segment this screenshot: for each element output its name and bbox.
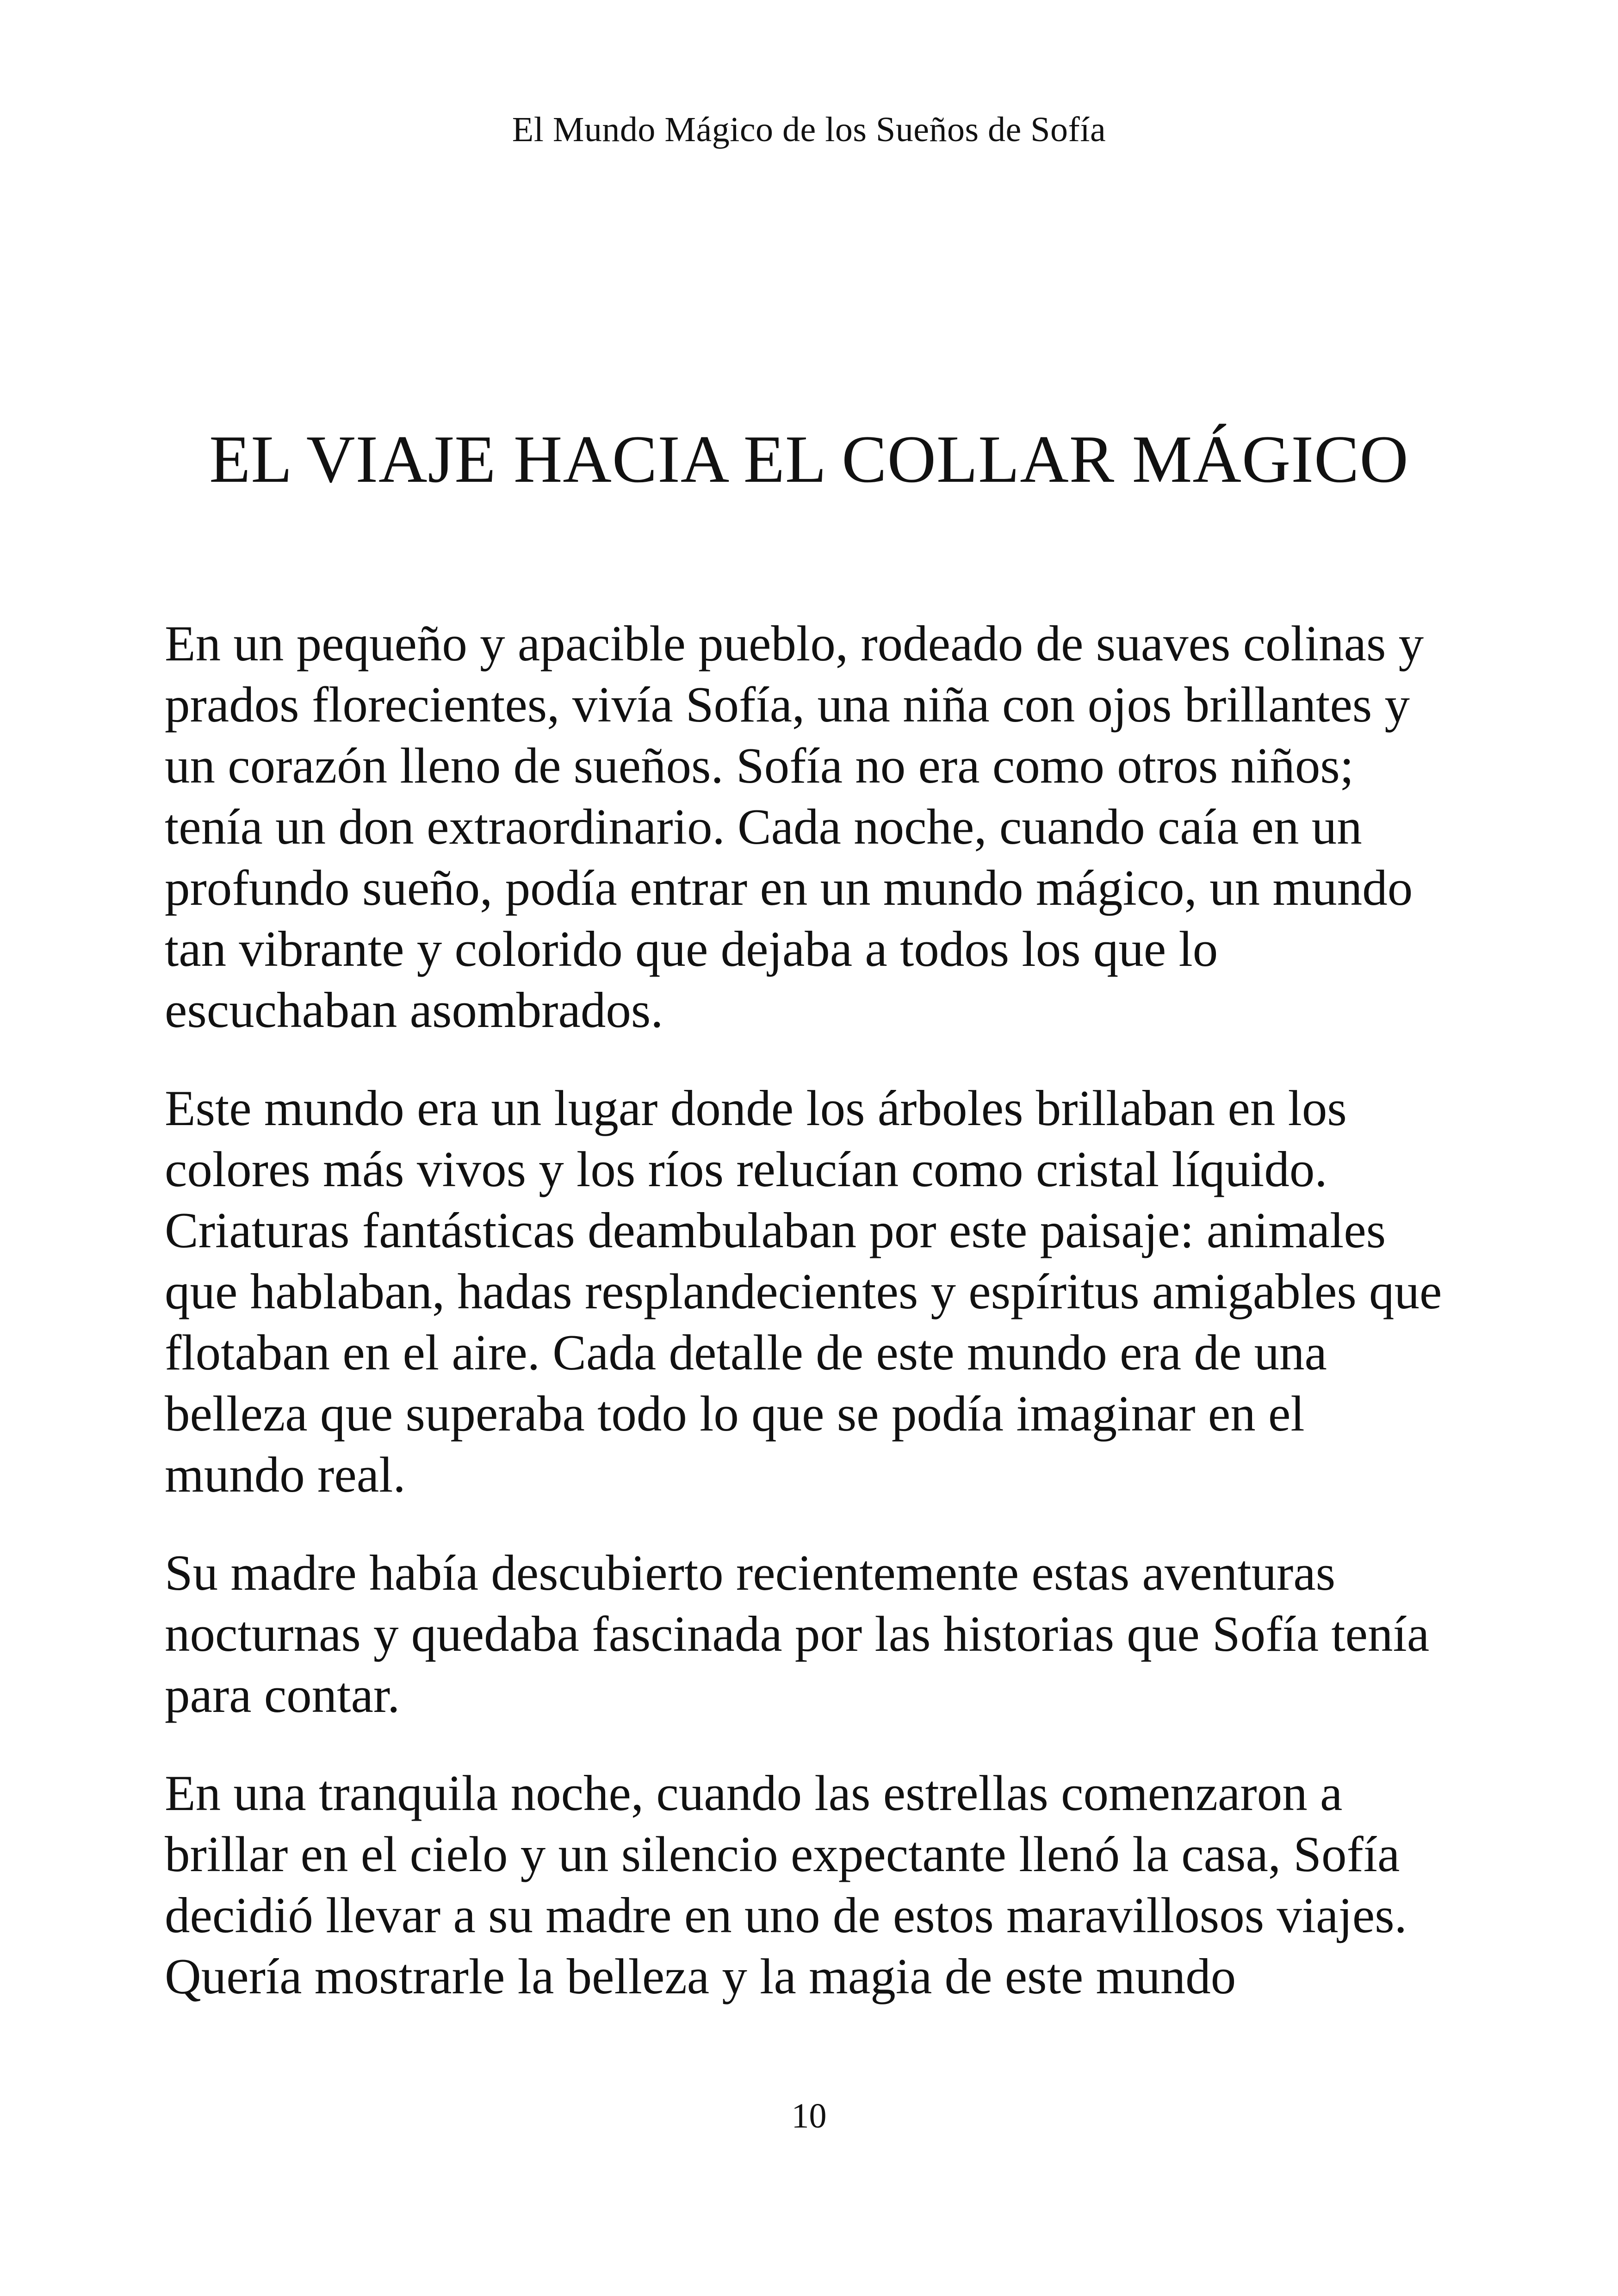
page-number: 10: [791, 2097, 827, 2135]
paragraph: Su madre había descubierto recientemente estas aventuras nocturnas y quedaba fascinada por las historias que Sofía tenía para contar.: [165, 1545, 1430, 1723]
chapter-body: [165, 613, 1456, 2044]
paragraph: En un pequeño y apacible pueblo, rodeado de suaves colinas y prados florecientes, vivía Sofía, una niña con ojos brillantes y un corazón lleno de sueños. Sofía no era como otros niños; tenía un don extraordinario. Cada noche, cuando caía en un profundo sueño, podía entrar en un mundo mágico, un mundo tan vibrante y colorido que dejaba a todos los que lo escuchaban asombrados.: [165, 616, 1424, 1038]
chapter-title: EL VIAJE HACIA EL COLLAR MÁGICO: [209, 422, 1409, 497]
running-header: El Mundo Mágico de los Sueños de Sofía: [512, 110, 1106, 149]
paragraph: Este mundo era un lugar donde los árboles brillaban en los colores más vivos y los ríos relucían como cristal líquido. Criaturas fantásticas deambulaban por este paisaje: animales que hablaban, hadas resplandecientes y espíritus amigables que flotaban en el aire. Cada detalle de este mundo era de una belleza que superaba todo lo que se podía imaginar en el mundo real.: [165, 1080, 1442, 1503]
paragraph: En una tranquila noche, cuando las estrellas comenzaron a brillar en el cielo y un silencio expectante llenó la casa, Sofía decidió llevar a su madre en uno de estos maravillosos viajes. Quería mostrarle la belleza y la magia de este mundo: [165, 1765, 1407, 2004]
